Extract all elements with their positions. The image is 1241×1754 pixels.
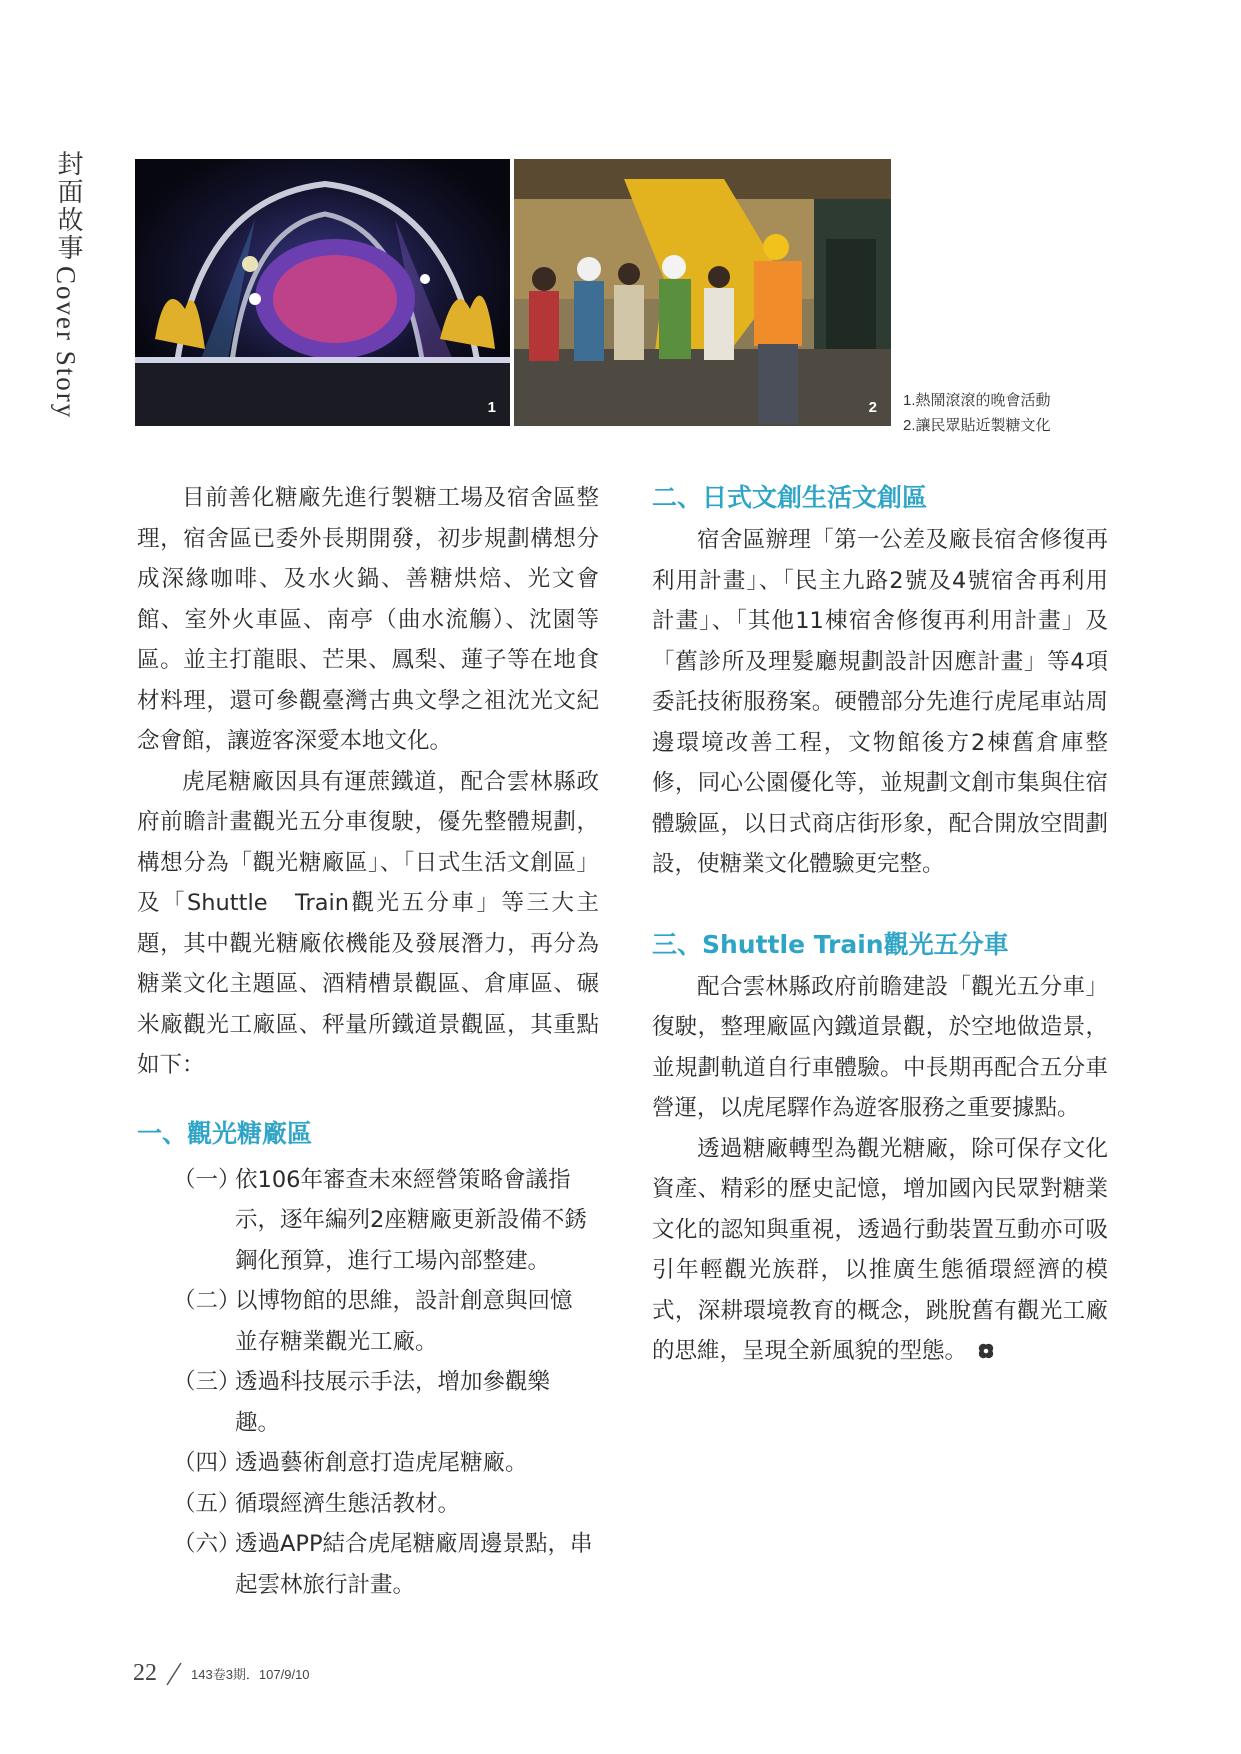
paragraph [652, 1129, 1108, 1372]
left-column [137, 478, 599, 1605]
list-item [173, 1524, 599, 1605]
list-item-number: （一） [173, 1166, 241, 1193]
page-footer [133, 1660, 310, 1687]
photo-captions [903, 388, 1051, 438]
list-item-text: 以博物館的思維，設計創意與回憶並存糖業觀光工廠。 [235, 1288, 573, 1355]
list-item-number: （二） [173, 1288, 241, 1314]
list-item-text: 透過APP結合虎尾糖廠周邊景點，串起雲林旅行計畫。 [235, 1531, 593, 1598]
issue-info: 143卷3期．107/9/10 [191, 1667, 310, 1682]
paragraph-text: 透過糖廠轉型為觀光糖廠，除可保存文化資產、精彩的歷史記憶，增加國內民眾對糖業文化的認知與重視，透過行動裝置互動亦可吸引年輕觀光族群，以推廣生態循環經濟的模式，深耕環境教育的概念，跳脫舊有觀光工廠的思維，呈現全新風貌的型態。 [652, 1135, 1108, 1364]
cover-story-side-title [50, 150, 90, 419]
list-item-text: 循環經濟生態活教材。 [235, 1490, 461, 1517]
list-item-text: 透過科技展示手法，增加參觀樂趣。 [235, 1369, 551, 1436]
paragraph: 配合雲林縣政府前瞻建設「觀光五分車」復駛，整理廠區內鐵道景觀，於空地做造景，並規劃軌道自行車體驗。中長期再配合五分車營運，以虎尾驛作為遊客服務之重要據點。 [652, 973, 1108, 1121]
photo-number: 1 [487, 399, 496, 416]
page-number: 22 [133, 1660, 157, 1686]
list-item [173, 1443, 599, 1484]
slash-divider-icon [163, 1661, 185, 1687]
side-title-en: Cover Story [51, 266, 81, 420]
paragraph: 目前善化糖廠先進行製糖工場及宿舍區整理，宿舍區已委外長期開發，初步規劃構想分成深緣咖啡、及水火鍋、善糖烘焙、光文會館、室外火車區、南亭（曲水流觴）、沈園等區。並主打龍眼、芒果、鳳梨、蓮子等在地食材料理，還可參觀臺灣古典文學之祖沈光文紀念會館，讓遊客深愛本地文化。 [137, 485, 599, 754]
list-item-text: 透過藝術創意打造虎尾糖廠。 [235, 1450, 528, 1476]
section-heading: 一、觀光糖廠區 [137, 1118, 313, 1148]
section-heading: 三、Shuttle Train觀光五分車 [652, 929, 1009, 959]
list-item-number: （五） [173, 1490, 241, 1517]
list-item-text: 依106年審查未來經營策略會議指示，逐年編列2座糖廠更新設備不銹鋼化預算，進行工場內部整建。 [235, 1166, 587, 1274]
photo-number: 2 [868, 399, 877, 416]
photo-sugar-factory-tour [514, 159, 891, 426]
list-item [173, 1362, 599, 1443]
list-item [173, 1484, 599, 1525]
caption-2: 2.讓民眾貼近製糖文化 [903, 417, 1051, 434]
photo-evening-concert [135, 159, 510, 426]
list-item-number: （六） [173, 1531, 241, 1557]
side-title-zh: 封面故事 [53, 150, 83, 262]
list-item-number: （三） [173, 1369, 241, 1395]
list-item [173, 1281, 599, 1362]
section-heading: 二、日式文創生活文創區 [652, 483, 928, 512]
paragraph: 虎尾糖廠因具有運蔗鐵道，配合雲林縣政府前瞻計畫觀光五分車復駛，優先整體規劃，構想分為「觀光糖廠區」、「日式生活文創區」及「Shuttle Train觀光五分車」等三大主題，其中觀光糖廠依機能及發展潛力，再分為糖業文化主題區、酒精槽景觀區、倉庫區、碾米廠觀光工廠區、秤量所鐵道景觀區，其重點如下： [137, 768, 599, 1078]
caption-1: 1.熱鬧滾滾的晚會活動 [903, 392, 1051, 409]
list-item-number: （四） [173, 1450, 241, 1476]
right-column [652, 478, 1108, 1372]
list-item [173, 1160, 599, 1282]
end-mark-icon [977, 1342, 995, 1360]
paragraph: 宿舍區辦理「第一公差及廠長宿舍修復再利用計畫」、「民主九路2號及4號宿舍再利用計畫」、「其他11棟宿舍修復再利用計畫」及「舊診所及理髮廳規劃設計因應計畫」等4項委託技術服務案。硬體部分先進行虎尾車站周邊環境改善工程，文物館後方2棟舊倉庫整修，同心公園優化等，並規劃文創市集與住宿體驗區，以日式商店街形象，配合開放空間劃設，使糖業文化體驗更完整。 [652, 527, 1108, 877]
